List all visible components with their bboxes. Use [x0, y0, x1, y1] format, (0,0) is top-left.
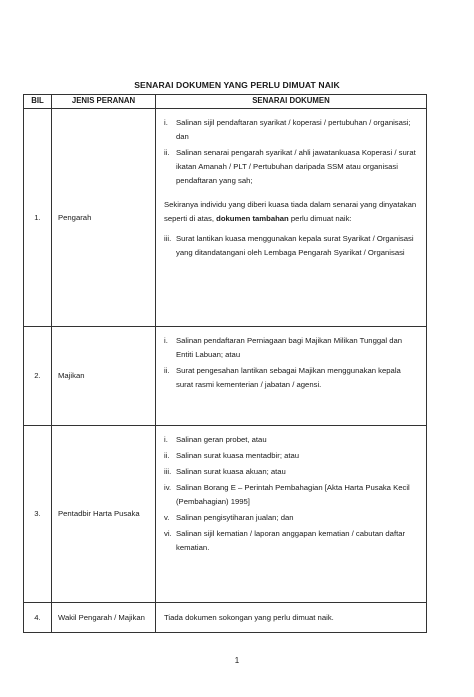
- list-item: [164, 232, 418, 260]
- item-text: Salinan sijil kematian / laporan anggapan kematian / cabutan daftar kematian.: [176, 529, 406, 552]
- document-title: SENARAI DOKUMEN YANG PERLU DIMUAT NAIK: [134, 80, 340, 90]
- list-item: [164, 481, 418, 509]
- list-item: [164, 364, 418, 392]
- document-note: Tiada dokumen sokongan yang perlu dimuat naik.: [156, 603, 427, 633]
- row-number: 1.: [24, 109, 52, 327]
- table-row: [24, 327, 427, 426]
- item-number: ii.: [164, 148, 170, 157]
- item-number: i.: [164, 118, 168, 127]
- table-row: [24, 109, 427, 327]
- item-number: iii.: [164, 234, 172, 243]
- header-docs: SENARAI DOKUMEN: [156, 95, 427, 109]
- table-row: [24, 603, 427, 633]
- document-table: [23, 94, 427, 633]
- row-number: 4.: [24, 603, 52, 633]
- item-text: Surat pengesahan lantikan sebagai Majikan menggunakan kepala surat rasmi kementerian / jabatan / agensi.: [176, 366, 401, 389]
- item-number: v.: [164, 513, 170, 522]
- emphasis-text: dokumen tambahan: [216, 214, 289, 223]
- document-list: [156, 426, 427, 603]
- item-text: Salinan surat kuasa mentadbir; atau: [176, 451, 300, 460]
- header-role: JENIS PERANAN: [52, 95, 156, 109]
- item-number: i.: [164, 336, 168, 345]
- page-number: 1: [234, 656, 240, 665]
- item-text: Salinan senarai pengarah syarikat / ahli jawatankuasa Koperasi / surat ikatan Amanah / PLT / Pertubuhan daripada SSM atau organisasi pendaftaran yang sah;: [176, 148, 416, 185]
- table-row: [24, 426, 427, 603]
- list-item: [164, 465, 418, 479]
- role-name: Pentadbir Harta Pusaka: [52, 426, 156, 603]
- item-number: ii.: [164, 451, 170, 460]
- additional-note: Sekiranya individu yang diberi kuasa tiada dalam senarai yang dinyatakan seperti di atas, dokumen tambahan perlu dimuat naik:: [164, 200, 417, 223]
- list-item: [164, 116, 418, 144]
- item-text: Surat lantikan kuasa menggunakan kepala surat Syarikat / Organisasi yang ditandatangani oleh Lembaga Pengarah Syarikat / Organisasi: [176, 234, 414, 257]
- table-header-row: [24, 95, 427, 109]
- item-number: iii.: [164, 467, 172, 476]
- item-text: Salinan pengisytiharan jualan; dan: [176, 513, 294, 522]
- document-list: [156, 327, 427, 426]
- header-bil: BIL: [24, 95, 52, 109]
- row-number: 2.: [24, 327, 52, 426]
- role-name: Wakil Pengarah / Majikan: [52, 603, 156, 633]
- item-text: Salinan geran probet, atau: [176, 435, 267, 444]
- item-number: ii.: [164, 366, 170, 375]
- item-number: iv.: [164, 483, 172, 492]
- item-text: Salinan surat kuasa akuan; atau: [176, 467, 286, 476]
- list-item: [164, 449, 418, 463]
- row-number: 3.: [24, 426, 52, 603]
- document-list: [156, 109, 427, 327]
- item-text: Salinan pendaftaran Perniagaan bagi Majikan Milikan Tunggal dan Entiti Labuan; atau: [176, 336, 403, 359]
- list-item: [164, 334, 418, 362]
- role-name: Pengarah: [52, 109, 156, 327]
- list-item: [164, 433, 418, 447]
- item-number: i.: [164, 435, 168, 444]
- item-number: vi.: [164, 529, 172, 538]
- role-name: Majikan: [52, 327, 156, 426]
- item-text: Salinan sijil pendaftaran syarikat / koperasi / pertubuhan / organisasi; dan: [176, 118, 411, 141]
- list-item: [164, 146, 418, 188]
- list-item: [164, 511, 418, 525]
- list-item: [164, 527, 418, 555]
- item-text: Salinan Borang E – Perintah Pembahagian [Akta Harta Pusaka Kecil (Pembahagian) 1995]: [176, 483, 410, 506]
